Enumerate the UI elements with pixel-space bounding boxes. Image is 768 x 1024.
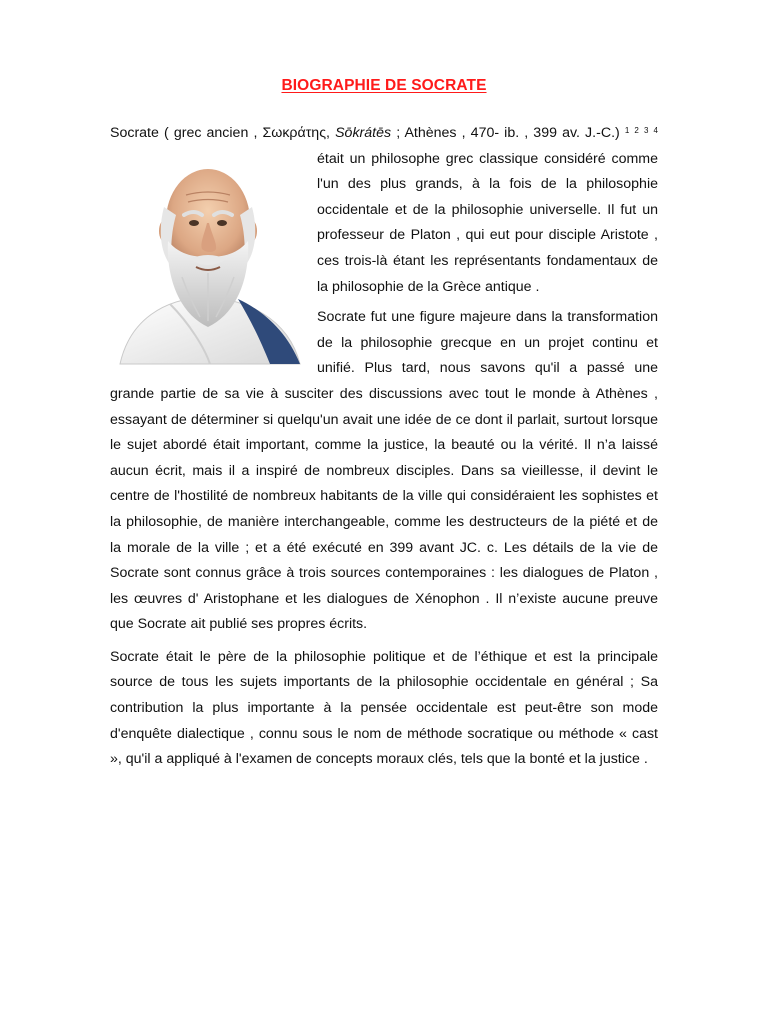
footnote-ref[interactable]: 2 — [634, 126, 639, 135]
footnote-ref[interactable]: 1 — [624, 126, 630, 135]
footnote-ref[interactable]: 3 — [643, 126, 649, 135]
paragraph-legacy: Socrate était le père de la philosophie politique et de l’éthique et est la principale source de tous les sujets importants de la philosophie occidentale en général ; Sa contribution la plus importante à la pensée occidentale est peut-être son mode d'enquête dialectique , connu sous le nom de méthode socratique ou méthode « cast », qu'il a appliqué à l'examen de concepts moraux clés, tels que la bonté et la justice . — [110, 648, 658, 768]
socrates-portrait-image — [110, 149, 304, 374]
document-body — [110, 121, 658, 773]
socrates-bust-icon — [110, 149, 304, 374]
page-title: BIOGRAPHIE DE SOCRATE — [281, 77, 487, 95]
intro-text-rest: était un philosophe grec classique considéré comme l'un des plus grands, à la fois de la philosophie occidentale et de la philosophie universelle. Il fut un professeur de Platon , qui eut pour disciple Aristote , ces trois-là étant les représentants fondamentaux de la philosophie de la Grèce antique . — [317, 150, 658, 295]
intro-text-continued: ; Athènes , 470- ib. , 399 av. J.-C.) — [391, 125, 625, 141]
paragraph-intro — [110, 121, 658, 300]
paragraph-transformation: Socrate fut une figure majeure dans la transformation de la philosophie grecque en un projet continu et unifié. Plus tard, nous savons qu'il a passé une grande partie de sa vie à susciter des discussions avec tout le monde à Athènes , essayant de déterminer si quelqu'un avait une idée de ce dont il parlait, surtout lorsque le sujet abordé était important, comme la justice, la beauté ou la vérité. Il n’a laissé aucun écrit, mais il a inspiré de nombreux disciples. Dans sa vieillesse, il devint le centre de l'hostilité de nombreux habitants de la ville qui considéraient les sophistes et la philosophie, de manière interchangeable, comme les destructeurs de la piété et de la morale de la ville ; et a été exécuté en 399 avant JC. c. Les détails de la vie de Socrate sont connus grâce à trois sources contemporaines : les dialogues de Platon , les œuvres d' Aristophane et les dialogues de Xénophon . Il n’existe aucune preuve que Socrate ait publié ses propres écrits. — [110, 309, 658, 633]
footnote-ref[interactable]: 4 — [653, 126, 658, 135]
transliteration-text: Sōkrátēs — [335, 125, 392, 141]
intro-text: Socrate ( grec ancien , Σωκράτης, — [110, 125, 336, 141]
